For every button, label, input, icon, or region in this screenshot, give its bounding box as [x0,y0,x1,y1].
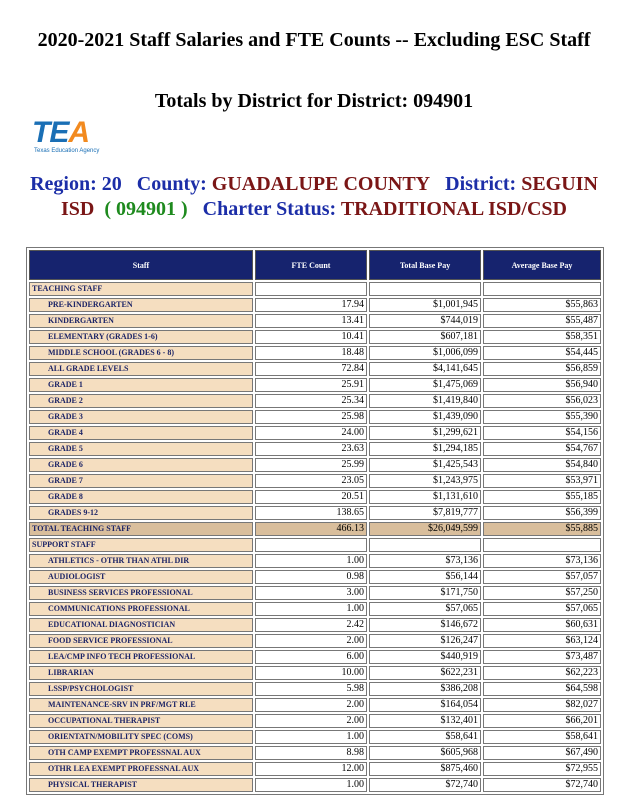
total-base-pay: $1,439,090 [369,410,481,424]
table-row [29,346,601,360]
staff-name: GRADES 9-12 [29,506,253,520]
total-base-pay: $1,243,975 [369,474,481,488]
staff-name: BUSINESS SERVICES PROFESSIONAL [29,586,253,600]
average-base-pay: $56,399 [483,506,601,520]
fte-count: 13.41 [255,314,367,328]
staff-name: ATHLETICS - OTHR THAN ATHL DIR [29,554,253,568]
average-base-pay: $54,840 [483,458,601,472]
fte-count: 25.98 [255,410,367,424]
total-base-pay: $57,065 [369,602,481,616]
fte-count: 1.00 [255,554,367,568]
county-value: GUADALUPE COUNTY [211,173,431,195]
district-code: ( 094901 ) [104,198,188,220]
page-subtitle: Totals by District for District: 094901 [154,90,474,112]
fte-count: 5.98 [255,682,367,696]
staff-name: OTHR LEA EXEMPT PROFESSNAL AUX [29,762,253,776]
fte-count: 2.00 [255,634,367,648]
average-base-pay: $63,124 [483,634,601,648]
charter-label: Charter Status: [202,198,337,220]
table-body [29,282,601,792]
tea-logo [32,118,122,158]
average-base-pay: $55,885 [483,522,601,536]
table-row [29,362,601,376]
fte-count: 2.00 [255,698,367,712]
fte-count: 1.00 [255,730,367,744]
staff-name: GRADE 2 [29,394,253,408]
total-base-pay: $386,208 [369,682,481,696]
total-base-pay: $1,001,945 [369,298,481,312]
fte-count: 2.00 [255,714,367,728]
district-label: District: [445,173,517,195]
total-base-pay: $164,054 [369,698,481,712]
average-base-pay: $62,223 [483,666,601,680]
col-header-staff: Staff [29,250,253,280]
table-row [29,730,601,744]
col-header-fte: FTE Count [255,250,367,280]
average-base-pay: $55,863 [483,298,601,312]
average-base-pay: $67,490 [483,746,601,760]
total-base-pay: $1,131,610 [369,490,481,504]
table-header-row [29,250,601,280]
table-row [29,618,601,632]
fte-count: 72.84 [255,362,367,376]
average-base-pay: $73,487 [483,650,601,664]
fte-count: 25.91 [255,378,367,392]
staff-name: ORIENTATN/MOBILITY SPEC (COMS) [29,730,253,744]
staff-name: ALL GRADE LEVELS [29,362,253,376]
region-label: Region: [30,173,97,195]
total-base-pay: $132,401 [369,714,481,728]
fte-count: 1.00 [255,602,367,616]
average-base-pay: $53,971 [483,474,601,488]
average-base-pay: $55,390 [483,410,601,424]
total-base-pay: $146,672 [369,618,481,632]
fte-count: 24.00 [255,426,367,440]
average-base-pay: $57,065 [483,602,601,616]
empty-cell [369,538,481,552]
total-base-pay: $1,419,840 [369,394,481,408]
average-base-pay: $64,598 [483,682,601,696]
section-row [29,282,601,296]
table-row [29,426,601,440]
section-row [29,538,601,552]
fte-count: 0.98 [255,570,367,584]
total-base-pay: $72,740 [369,778,481,792]
staff-name: EDUCATIONAL DIAGNOSTICIAN [29,618,253,632]
fte-count: 25.99 [255,458,367,472]
staff-name: ELEMENTARY (GRADES 1-6) [29,330,253,344]
average-base-pay: $54,767 [483,442,601,456]
total-base-pay: $1,475,069 [369,378,481,392]
table-row [29,378,601,392]
fte-count: 8.98 [255,746,367,760]
fte-count: 12.00 [255,762,367,776]
average-base-pay: $56,859 [483,362,601,376]
region-value: 20 [101,173,122,195]
staff-name: GRADE 6 [29,458,253,472]
fte-count: 6.00 [255,650,367,664]
total-base-pay: $1,299,621 [369,426,481,440]
staff-name: TOTAL TEACHING STAFF [29,522,253,536]
total-base-pay: $1,425,543 [369,458,481,472]
tea-logo-text: TEA [32,116,90,149]
fte-count: 23.63 [255,442,367,456]
col-header-total: Total Base Pay [369,250,481,280]
average-base-pay: $55,487 [483,314,601,328]
staff-name: OCCUPATIONAL THERAPIST [29,714,253,728]
total-base-pay: $171,750 [369,586,481,600]
empty-cell [483,538,601,552]
fte-count: 18.48 [255,346,367,360]
staff-name: LEA/CMP INFO TECH PROFESSIONAL [29,650,253,664]
total-base-pay: $622,231 [369,666,481,680]
average-base-pay: $73,136 [483,554,601,568]
table-row [29,650,601,664]
fte-count: 466.13 [255,522,367,536]
table-row [29,458,601,472]
charter-value: TRADITIONAL ISD/CSD [340,198,567,220]
empty-cell [255,282,367,296]
average-base-pay: $56,023 [483,394,601,408]
agency-name: Texas Education Agency [34,148,100,154]
table-row [29,682,601,696]
table-row [29,666,601,680]
total-base-pay: $4,141,645 [369,362,481,376]
table-row [29,506,601,520]
staff-name: MAINTENANCE-SRV IN PRF/MGT RLE [29,698,253,712]
page-title [0,28,628,52]
table-row [29,746,601,760]
district-info [30,172,598,222]
total-base-pay: $875,460 [369,762,481,776]
staff-name: MIDDLE SCHOOL (GRADES 6 - 8) [29,346,253,360]
fte-count: 138.65 [255,506,367,520]
total-base-pay: $126,247 [369,634,481,648]
table-row [29,330,601,344]
total-base-pay: $744,019 [369,314,481,328]
fte-count: 10.00 [255,666,367,680]
table-row [29,394,601,408]
empty-cell [369,282,481,296]
table-row [29,698,601,712]
total-base-pay: $440,919 [369,650,481,664]
section-label: TEACHING STAFF [29,282,253,296]
staff-name: GRADE 3 [29,410,253,424]
fte-count: 20.51 [255,490,367,504]
table-row [29,634,601,648]
table-row [29,586,601,600]
total-row [29,522,601,536]
total-base-pay: $58,641 [369,730,481,744]
table-row [29,570,601,584]
staff-name: GRADE 1 [29,378,253,392]
staff-name: FOOD SERVICE PROFESSIONAL [29,634,253,648]
fte-count: 3.00 [255,586,367,600]
average-base-pay: $54,445 [483,346,601,360]
average-base-pay: $56,940 [483,378,601,392]
average-base-pay: $57,250 [483,586,601,600]
staff-name: LIBRARIAN [29,666,253,680]
staff-name: PRE-KINDERGARTEN [29,298,253,312]
average-base-pay: $54,156 [483,426,601,440]
staff-name: LSSP/PSYCHOLOGIST [29,682,253,696]
table-row [29,762,601,776]
col-header-average: Average Base Pay [483,250,601,280]
title-text: 2020-2021 Staff Salaries and FTE Counts -- Excluding ESC Staff [37,29,591,51]
total-base-pay: $607,181 [369,330,481,344]
average-base-pay: $60,631 [483,618,601,632]
table-row [29,474,601,488]
total-base-pay: $73,136 [369,554,481,568]
staff-name: GRADE 7 [29,474,253,488]
table-row [29,314,601,328]
table-row [29,602,601,616]
average-base-pay: $82,027 [483,698,601,712]
district-value: SEGUIN ISD [60,173,598,220]
table-row [29,298,601,312]
empty-cell [255,538,367,552]
fte-count: 2.42 [255,618,367,632]
staff-name: GRADE 8 [29,490,253,504]
average-base-pay: $72,740 [483,778,601,792]
table-row [29,778,601,792]
table-row [29,714,601,728]
total-base-pay: $1,006,099 [369,346,481,360]
empty-cell [483,282,601,296]
staff-name: GRADE 5 [29,442,253,456]
total-base-pay: $1,294,185 [369,442,481,456]
average-base-pay: $72,955 [483,762,601,776]
table-row [29,442,601,456]
total-base-pay: $56,144 [369,570,481,584]
fte-count: 17.94 [255,298,367,312]
total-base-pay: $605,968 [369,746,481,760]
average-base-pay: $57,057 [483,570,601,584]
staff-name: COMMUNICATIONS PROFESSIONAL [29,602,253,616]
average-base-pay: $58,351 [483,330,601,344]
fte-count: 10.41 [255,330,367,344]
fte-count: 25.34 [255,394,367,408]
staff-name: OTH CAMP EXEMPT PROFESSNAL AUX [29,746,253,760]
staff-name: PHYSICAL THERAPIST [29,778,253,792]
section-label: SUPPORT STAFF [29,538,253,552]
table-row [29,554,601,568]
table-row [29,490,601,504]
fte-count: 23.05 [255,474,367,488]
staff-name: GRADE 4 [29,426,253,440]
staff-name: AUDIOLOGIST [29,570,253,584]
average-base-pay: $58,641 [483,730,601,744]
salary-table [26,247,604,795]
staff-name: KINDERGARTEN [29,314,253,328]
table-row [29,410,601,424]
average-base-pay: $66,201 [483,714,601,728]
total-base-pay: $7,819,777 [369,506,481,520]
county-label: County: [136,173,207,195]
average-base-pay: $55,185 [483,490,601,504]
total-base-pay: $26,049,599 [369,522,481,536]
fte-count: 1.00 [255,778,367,792]
